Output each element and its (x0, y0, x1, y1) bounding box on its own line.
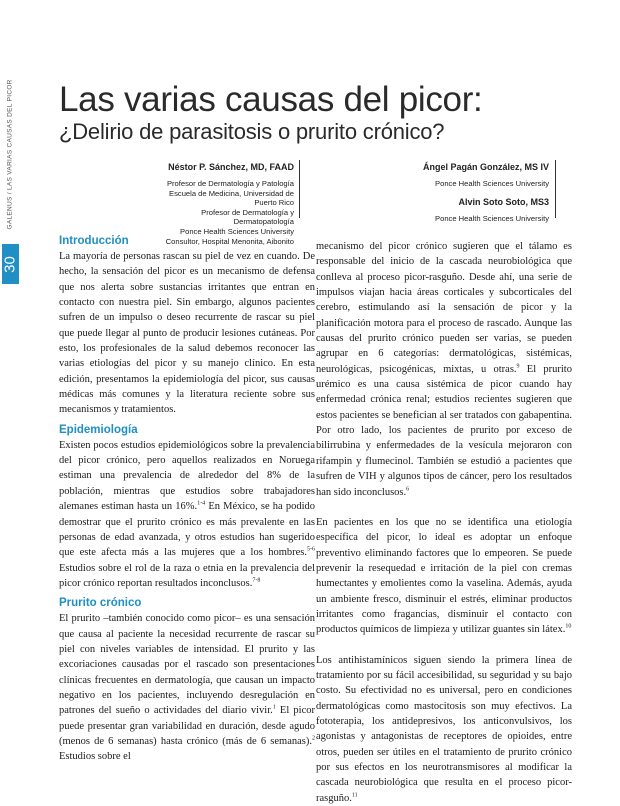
author-affiliation: Ponce Health Sciences University (435, 179, 549, 188)
intro-paragraph: La mayoría de personas rascan su piel de vez en cuando. De hecho, la sensación del picor es un mecanismo de defensa que nos alerta sobre sustancias irritantes que entran en contacto con nuestra piel. Sin embargo, algunos pacientes sufren de un impulso o deseo recurrente de rascar su piel que puede llegar al punto de producir lesiones cutáneas. Por esto, los profesionales de la salud debemos reconocer las varias etiologías del picor y su manejo clínico. En esta edición, presentamos la epidemiología del picor, sus causas médicas más comunes y la literatura reciente sobre sus mecanismos y tratamientos. (59, 251, 315, 416)
text-run: Existen pocos estudios epidemiológicos sobre la prevalencia del picor crónico, pero aquellos realizados en Noruega estiman una prevalencia de alrededor del 8% de la población, mientras que estudios sobre trabajadores alemanes estiman hasta un 16%. (59, 439, 315, 513)
citation-ref: 9 (516, 363, 520, 370)
citation-ref: 1-4 (197, 500, 206, 507)
citation-ref: 10 (565, 623, 572, 630)
text-run: El prurito urémico es una causa sistémica de picor cuando hay enfermedad crónica renal; estudios recientes sugieren que estos pacientes se benefician al ser tratados con gabapentina. Por otro lado, los pacientes de prurito por exceso de bilirrubina y enfermedades de la vesícula mejoraron con rifampin y flumecinol. También se estudió a pacientes que sufren de VIH y algunos tipos de cáncer, pero los resultados han sido inconclusos. (316, 363, 572, 498)
author-affiliation: Consultor, Hospital Menonita, Aibonito (165, 236, 294, 246)
citation-ref: 6 (406, 486, 410, 492)
prevention-paragraph (316, 515, 572, 638)
text-run: Estudios sobre el (59, 751, 131, 763)
text-run: mecanismo del picor crónico sugieren que el tálamo es responsable del inicio de la cascada neurobiológica que conlleva al proceso picor-rasguño. Desde ahí, una serie de impulsos viajan hacia áreas corticales y subcorticales del cerebro, estimulando así la sensación de picor y la planificación motora para el proceso de rascado. Aunque las causas del prurito crónico pueden ser varias, se pueden agrupar en 6 categorías: dermatológicas, sistémicas, neurológicas, psicogénicas, mixtas, u otras. (316, 241, 572, 375)
treatment-paragraph (316, 653, 572, 806)
running-title (4, 79, 16, 244)
left-column (59, 235, 315, 765)
citation-ref: 7-8 (252, 577, 261, 584)
author-affiliation: Ponce Health Sciences University (435, 214, 549, 223)
text-run: En México, se ha podido demostrar que el prurito crónico es más prevalente en las personas de edad avanzada, y otros estudios han sugerido que este afecta más a las mujeres que a los hombres. (59, 501, 316, 559)
page-number-tab (2, 244, 19, 284)
section-heading-prurito: Prurito crónico (59, 597, 142, 610)
author-name: Ángel Pagán González, MS IV (422, 162, 549, 172)
author-divider (555, 160, 556, 218)
section-heading-epidemiologia: Epidemiología (59, 423, 138, 436)
epidemiologia-paragraph (59, 438, 315, 591)
article-subtitle: ¿Delirio de parasitosis o prurito crónico? (59, 119, 445, 144)
author-divider (299, 160, 300, 218)
text-run: El picor puede presentar gran variabilidad en duración, desde agudo (menos de 6 semanas) hasta crónico (más de 6 semanas). (59, 705, 315, 747)
author-affiliation: Ponce Health Sciences University (180, 226, 294, 236)
running-title-text: GALENUS / LAS VARIAS CAUSAS DEL PICOR (6, 79, 14, 230)
author-affiliation: Profesor de Dermatología y Patología (166, 179, 294, 188)
author-name: Néstor P. Sánchez, MD, FAAD (168, 162, 294, 172)
text-run: El prurito –también conocido como picor– es una sensación que causa al paciente la necesidad recurrente de rascar su piel con niveles variables de intensidad. El prurito y las excoriaciones causadas por el rascado son presentaciones clínicas frecuentes en dermatología, que causan un impacto negativo en los pacientes, incluyendo desregulación en patrones del sueño o actividades del diario vivir. (59, 613, 315, 717)
right-column (316, 239, 572, 806)
page-number: 30 (1, 256, 19, 273)
citation-ref: 1 (272, 704, 276, 711)
text-run: Estudios sobre el rol de la raza o etnia en la prevalencia del picor crónico reportan resultados inconclusos. (59, 562, 315, 589)
author-second (370, 162, 549, 189)
citation-ref: 11 (351, 792, 358, 799)
citation-ref: 2 (312, 735, 315, 742)
mechanism-paragraph (316, 239, 572, 500)
citation-ref: 5-6 (307, 546, 315, 553)
section-heading-introduccion: Introducción (59, 235, 129, 247)
author-primary (160, 162, 294, 246)
author-affiliation: Escuela de Medicina, Universidad de Puerto Rico (169, 188, 294, 208)
prurito-paragraph (59, 611, 315, 764)
article-title: Las varias causas del picor: (59, 80, 483, 119)
text-run: En pacientes en los que no se identifica una etiología específica del picor, lo ideal es adoptar un enfoque preventivo eliminando factores que lo empeoren. Se puede prevenir la resequedad e irritación de la piel con cremas humectantes y emolientes como la vaselina. Además, ayuda un ambiente fresco, disminuir el estrés, eliminar productos irritantes como fragancias, disminuir el contacto con productos químicos de limpieza y utilizar guantes sin látex. (316, 516, 572, 636)
text-run: Los antihistamínicos siguen siendo la primera línea de tratamiento por su fácil accesibilidad, su seguridad y su bajo costo. Su efectividad no es universal, pero en condiciones dermatológicas como mastocitosis son muy efectivos. La fototerapia, los antidepresivos, los anticonvulsivos, los agonistas y antagonistas de receptores de opioides, entre otros, pueden ser útiles en el tratamiento de prurito crónico por sus efectos en los neurotransmisores al modificar la cascada neurobiológica que resulta en el proceso picor-rasguño. (316, 654, 572, 804)
author-name: Alvin Soto Soto, MS3 (458, 197, 549, 207)
author-affiliation: Profesor de Dermatología y Dermatopatología (201, 207, 294, 227)
author-third (370, 197, 549, 224)
